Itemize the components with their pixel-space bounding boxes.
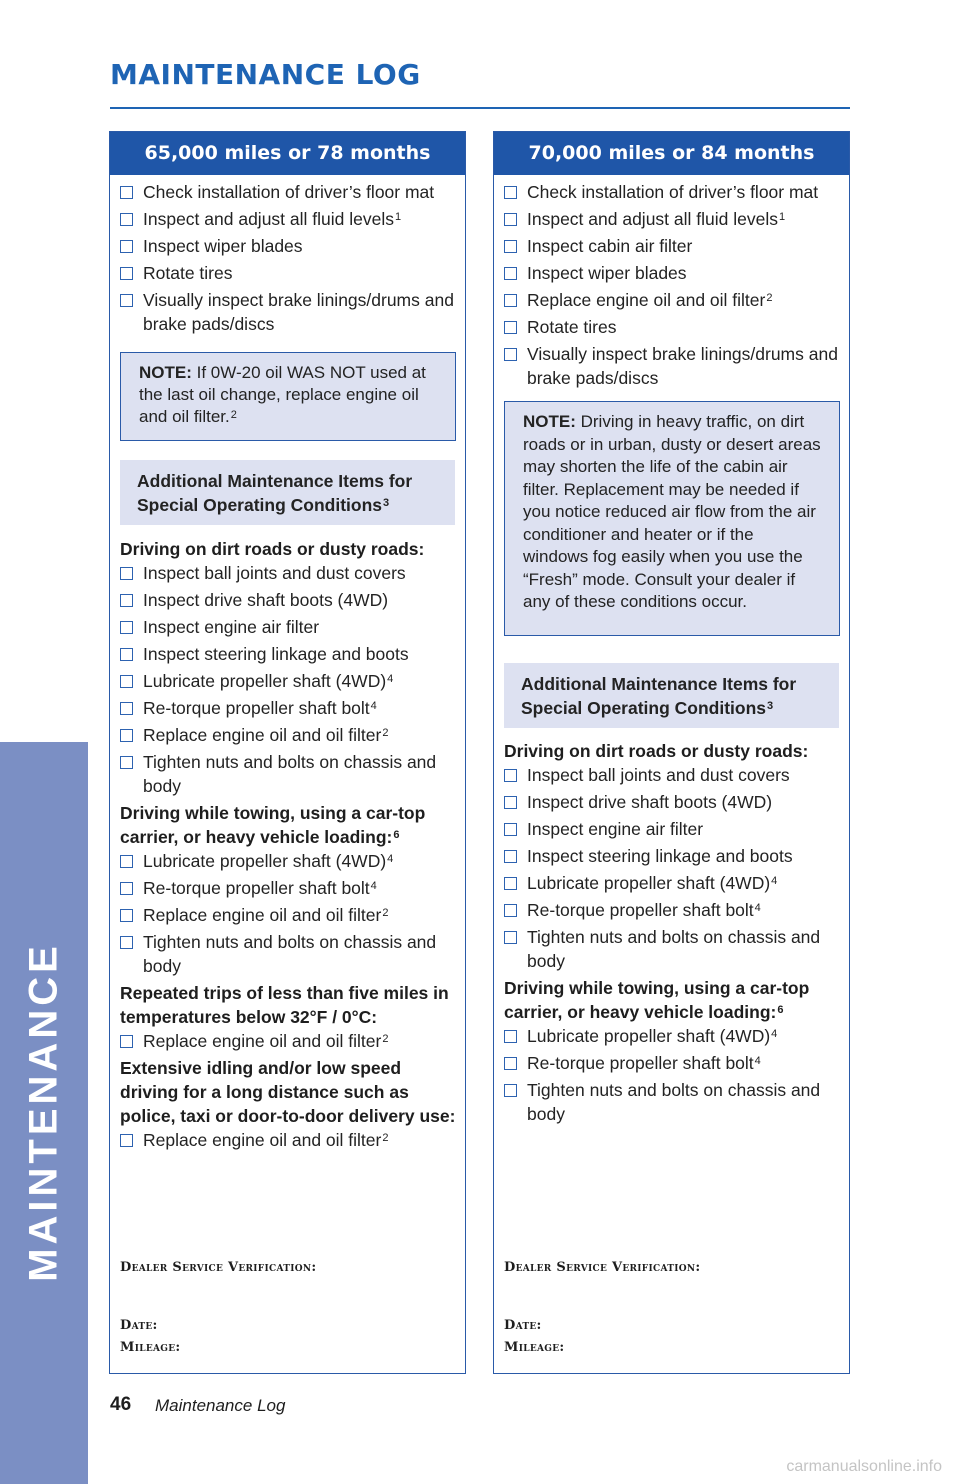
checkbox[interactable]	[504, 321, 517, 334]
special-conditions-heading: Additional Maintenance Items for Special Operating Conditions$^3$	[120, 460, 455, 525]
checkbox[interactable]	[120, 186, 133, 199]
checkbox[interactable]	[504, 1057, 517, 1070]
special-conditions-list	[504, 737, 841, 1129]
checklist-item: Inspect ball joints and dust covers	[120, 561, 457, 585]
mileage-label: Mileage:	[504, 1340, 565, 1355]
condition-title: Driving on dirt roads or dusty roads:	[120, 539, 425, 559]
date-label: Date:	[120, 1318, 158, 1333]
watermark: carmanualsonline.info	[786, 1458, 942, 1475]
checklist-item: Inspect drive shaft boots (4WD)	[120, 588, 457, 612]
checklist-item: Re-torque propeller shaft bolt$^4$	[120, 876, 457, 900]
checklist-item: Lubricate propeller shaft $(4WD)^4$	[504, 1024, 841, 1048]
checklist-item: Replace engine oil and oil filter$^2$	[120, 903, 457, 927]
checkbox[interactable]	[120, 909, 133, 922]
checkbox[interactable]	[120, 756, 133, 769]
page-number: 46	[110, 1394, 132, 1415]
checkbox[interactable]	[504, 1030, 517, 1043]
checkbox[interactable]	[504, 823, 517, 836]
checklist-item: Replace engine oil and oil filter$^2$	[120, 1128, 457, 1152]
checklist-item: Inspect wiper blades	[504, 261, 841, 285]
condition-title: Driving on dirt roads or dusty roads:	[504, 741, 809, 761]
title-divider	[110, 107, 850, 109]
special-conditions-heading: Additional Maintenance Items for Special Operating Conditions$^3$	[504, 663, 839, 728]
dealer-verification-label: Dealer Service Verification:	[504, 1260, 701, 1275]
checklist-item: Re-torque propeller shaft bolt$^4$	[504, 898, 841, 922]
checklist-item: Inspect steering linkage and boots	[120, 642, 457, 666]
checkbox[interactable]	[120, 267, 133, 280]
checkbox[interactable]	[504, 769, 517, 782]
interval-panel-65000	[109, 131, 466, 1374]
condition-title: Repeated trips of less than five miles in temperatures below 32°F / 0°C:	[120, 983, 449, 1027]
checkbox[interactable]	[120, 294, 133, 307]
checklist-item: Lubricate propeller shaft $(4WD)^4$	[504, 871, 841, 895]
checkbox[interactable]	[504, 294, 517, 307]
note-box: NOTE: If 0W-20 oil WAS NOT used at the last oil change, replace engine oil and oil filter.$^2$	[120, 352, 456, 441]
interval-panel-70000	[493, 131, 850, 1374]
checkbox[interactable]	[504, 267, 517, 280]
checklist-item: Replace engine oil and oil filter$^2$	[120, 723, 457, 747]
condition-title: Extensive idling and/or low speed driving for a long distance such as police, taxi or door-to-door delivery use:	[120, 1058, 456, 1126]
checklist-item: Rotate tires	[120, 261, 457, 285]
mileage-label: Mileage:	[120, 1340, 181, 1355]
checklist-item: Lubricate propeller shaft $(4WD)^4$	[120, 849, 457, 873]
checkbox[interactable]	[504, 877, 517, 890]
checklist-item: Replace engine oil and oil filter$^2$	[504, 288, 841, 312]
checklist-item: Re-torque propeller shaft bolt$^4$	[120, 696, 457, 720]
page-title: MAINTENANCE LOG	[110, 58, 421, 91]
checklist-item: Lubricate propeller shaft $(4WD)^4$	[120, 669, 457, 693]
checkbox[interactable]	[120, 936, 133, 949]
checklist-item: Tighten nuts and bolts on chassis and body	[504, 925, 841, 973]
checkbox[interactable]	[120, 648, 133, 661]
checklist-item: Rotate tires	[504, 315, 841, 339]
condition-title: Driving while towing, using a car-top carrier, or heavy vehicle loading:$^6$	[120, 803, 426, 847]
checkbox[interactable]	[120, 621, 133, 634]
checklist-item: Visually inspect brake linings/drums and brake pads/discs	[504, 342, 841, 390]
checkbox[interactable]	[504, 240, 517, 253]
checklist-item: Tighten nuts and bolts on chassis and body	[504, 1078, 841, 1126]
checklist	[120, 180, 457, 339]
checklist-item: Inspect wiper blades	[120, 234, 457, 258]
checklist-item: Re-torque propeller shaft bolt$^4$	[504, 1051, 841, 1075]
checklist-item: Tighten nuts and bolts on chassis and body	[120, 930, 457, 978]
checkbox[interactable]	[120, 702, 133, 715]
checkbox[interactable]	[120, 567, 133, 580]
checkbox[interactable]	[504, 904, 517, 917]
checklist-item: Inspect engine air filter	[120, 615, 457, 639]
checkbox[interactable]	[120, 1134, 133, 1147]
checklist-item: Inspect cabin air filter	[504, 234, 841, 258]
checklist-item: Inspect engine air filter	[504, 817, 841, 841]
note-box	[504, 401, 840, 636]
checkbox[interactable]	[504, 850, 517, 863]
footer-label: Maintenance Log	[155, 1396, 286, 1415]
dealer-verification-label: Dealer Service Verification:	[120, 1260, 317, 1275]
checklist-item: Inspect steering linkage and boots	[504, 844, 841, 868]
checkbox[interactable]	[504, 186, 517, 199]
checklist-item: Inspect and adjust all fluid levels$^1$	[120, 207, 457, 231]
checkbox[interactable]	[120, 729, 133, 742]
note-text: If 0W-20 oil WAS NOT used at the last oil change, replace engine oil and oil filter.	[139, 363, 426, 426]
checklist-item: Check installation of driver’s floor mat	[120, 180, 457, 204]
note-label: NOTE:	[139, 363, 192, 382]
checklist-item: Visually inspect brake linings/drums and brake pads/discs	[120, 288, 457, 336]
checklist-item: Inspect ball joints and dust covers	[504, 763, 841, 787]
side-tab-label: MAINTENANCE	[21, 942, 66, 1282]
checkbox[interactable]	[120, 213, 133, 226]
checkbox[interactable]	[504, 931, 517, 944]
checklist-item: Inspect drive shaft boots (4WD)	[504, 790, 841, 814]
checkbox[interactable]	[504, 213, 517, 226]
checkbox[interactable]	[504, 796, 517, 809]
checklist-item: Check installation of driver’s floor mat	[504, 180, 841, 204]
checkbox[interactable]	[120, 240, 133, 253]
checkbox[interactable]	[120, 1035, 133, 1048]
checklist-item: Tighten nuts and bolts on chassis and body	[120, 750, 457, 798]
date-label: Date:	[504, 1318, 542, 1333]
checklist	[504, 180, 841, 393]
checklist-item: Replace engine oil and oil filter$^2$	[120, 1029, 457, 1053]
checkbox[interactable]	[120, 675, 133, 688]
checkbox[interactable]	[504, 1084, 517, 1097]
special-conditions-list	[120, 535, 457, 1155]
checkbox[interactable]	[120, 594, 133, 607]
checklist-item: Inspect and adjust all fluid levels$^1$	[504, 207, 841, 231]
checkbox[interactable]	[120, 882, 133, 895]
condition-title: Driving while towing, using a car-top carrier, or heavy vehicle loading:$^6$	[504, 978, 810, 1022]
note-text: Driving in heavy traffic, on dirt roads or in urban, dusty or desert areas may shorten the life of the cabin air filter. Replacement may be needed if you notice reduced air flow from the air conditioner and heater or if the windows fog easily when you use the “Fresh” mode. Consult your dealer if any of these conditions occur.	[523, 412, 821, 611]
note-label: NOTE:	[523, 412, 576, 431]
checkbox[interactable]	[120, 855, 133, 868]
checkbox[interactable]	[504, 348, 517, 361]
interval-header: 65,000 miles or 78 months	[110, 132, 465, 175]
interval-header: 70,000 miles or 84 months	[494, 132, 849, 175]
